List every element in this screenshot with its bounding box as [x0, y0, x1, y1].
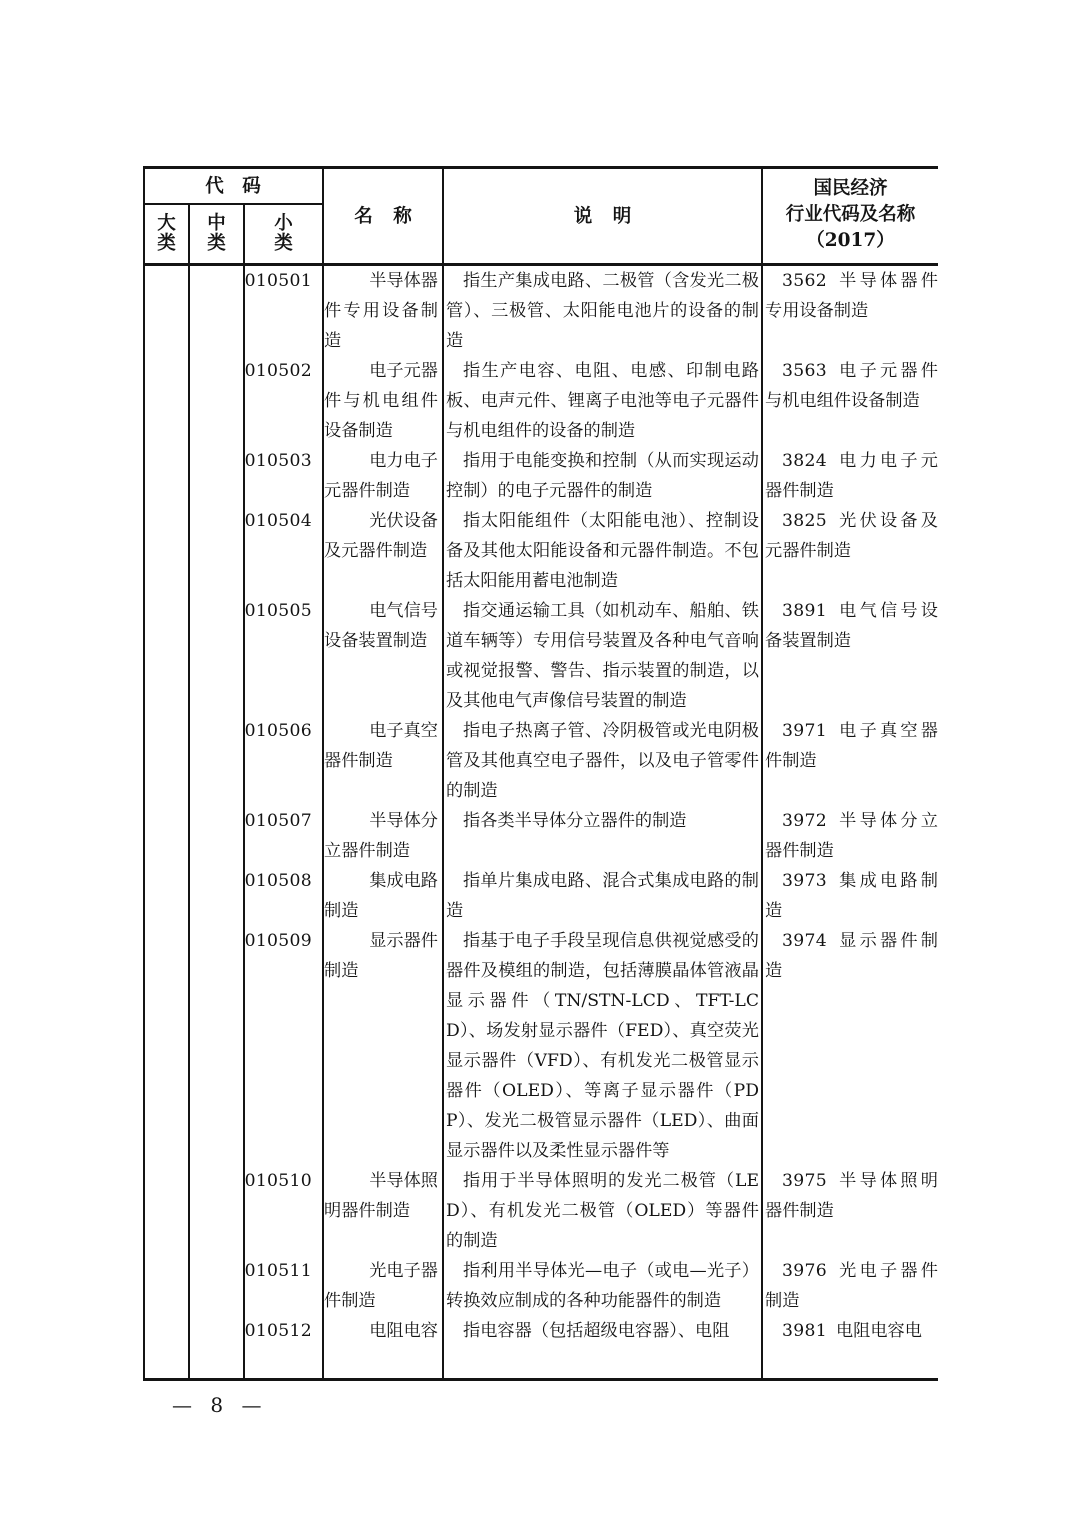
cell-name — [322, 866, 442, 926]
cell-industry — [761, 806, 938, 866]
cell-name — [322, 446, 442, 506]
table-header-medium — [190, 205, 243, 262]
table-row — [143, 446, 938, 506]
industry-code: 3975 — [782, 1171, 827, 1191]
cell-description: 指生产电容、电阻、电感、印制电路板、电声元件、锂离子电池等电子元器件与机电组件的设备的制造 — [446, 361, 759, 441]
cell-name-line: 立器件制造 — [324, 841, 410, 861]
cell-industry — [761, 1256, 938, 1316]
table-header-medium-line2: 类 — [207, 232, 226, 254]
industry-code: 3891 — [782, 601, 827, 621]
table-header-major-line1: 大 — [157, 212, 176, 234]
table-body — [143, 266, 938, 1346]
cell-name — [322, 596, 442, 656]
industry-name: 半导体照明器件制造 — [765, 1171, 938, 1221]
table-header-medium-line1: 中 — [207, 212, 226, 234]
table-row — [143, 866, 938, 926]
cell-name — [322, 806, 442, 866]
table-header-code-group: 代 码 — [205, 176, 267, 197]
table-row — [143, 596, 938, 716]
industry-name: 电阻电容电 — [835, 1321, 922, 1341]
cell-name-line: 造 — [324, 331, 342, 351]
industry-code: 3981 — [782, 1321, 827, 1341]
cell-name — [322, 716, 442, 776]
table-row — [143, 1256, 938, 1316]
cell-industry — [761, 446, 938, 506]
cell-name-line: 电力电子 — [369, 451, 438, 471]
cell-industry — [761, 1316, 938, 1346]
cell-name-line: 集成电路 — [369, 871, 438, 891]
cell-name-line: 件与机电组件 — [324, 391, 438, 411]
industry-code: 3972 — [782, 811, 827, 831]
cell-description: 指用于电能变换和控制（从而实现运动控制）的电子元器件的制造 — [446, 451, 759, 501]
table-row — [143, 506, 938, 596]
cell-name-line: 件制造 — [324, 1291, 376, 1311]
table-header-major — [145, 205, 188, 262]
industry-name: 显示器件制造 — [765, 931, 938, 981]
cell-minor-code: 010507 — [244, 811, 312, 831]
cell-name-line: 电阻电容 — [369, 1321, 438, 1341]
industry-name: 电子元器件与机电组件设备制造 — [765, 361, 938, 411]
cell-name-line: 及元器件制造 — [324, 541, 428, 561]
cell-name — [322, 1316, 442, 1346]
cell-name — [322, 1166, 442, 1226]
cell-name-line: 制造 — [324, 961, 359, 981]
table-header-minor-line1: 小 — [274, 212, 293, 234]
industry-name: 电子真空器件制造 — [765, 721, 938, 771]
cell-name-line: 显示器件 — [369, 931, 438, 951]
industry-code: 3563 — [782, 361, 827, 381]
table-row — [143, 926, 938, 1166]
cell-minor-code: 010505 — [244, 601, 312, 621]
cell-description: 指生产集成电路、二极管（含发光二极管）、三极管、太阳能电池片的设备的制造 — [446, 271, 759, 351]
cell-name — [322, 356, 442, 446]
cell-name-line: 设备制造 — [324, 421, 393, 441]
table-header-major-line2: 类 — [157, 232, 176, 254]
cell-name-line: 光电子器 — [369, 1261, 438, 1281]
cell-industry — [761, 926, 938, 986]
table-header-industry-line2: 行业代码及名称 — [785, 203, 916, 225]
cell-name — [322, 1256, 442, 1316]
cell-industry — [761, 1166, 938, 1226]
table-bottom-rule — [143, 1378, 938, 1381]
cell-name-line: 电子真空 — [369, 721, 438, 741]
cell-industry — [761, 866, 938, 926]
cell-description: 指交通运输工具（如机动车、船舶、铁道车辆等）专用信号装置及各种电气音响或视觉报警、警告、指示装置的制造，以及其他电气声像信号装置的制造 — [446, 601, 759, 711]
industry-code: 3973 — [782, 871, 827, 891]
industry-code: 3974 — [782, 931, 827, 951]
industry-name: 半导体器件专用设备制造 — [765, 271, 938, 321]
industry-code: 3824 — [782, 451, 827, 471]
cell-minor-code: 010512 — [244, 1321, 312, 1341]
page-number: — 8 — — [172, 1393, 268, 1417]
cell-name-line: 光伏设备 — [369, 511, 438, 531]
cell-name — [322, 266, 442, 356]
table-header-industry — [763, 168, 938, 262]
cell-minor-code: 010502 — [244, 361, 312, 381]
cell-minor-code: 010506 — [244, 721, 312, 741]
cell-minor-code: 010510 — [244, 1171, 312, 1191]
table-row — [143, 1166, 938, 1256]
cell-name-line: 件专用设备制 — [324, 301, 438, 321]
cell-industry — [761, 506, 938, 566]
industry-name: 电力电子元器件制造 — [765, 451, 938, 501]
table-header-industry-line3: （2017） — [806, 230, 895, 252]
cell-minor-code: 010508 — [244, 871, 312, 891]
cell-description: 指电子热离子管、冷阴极管或光电阴极管及其他真空电子器件，以及电子管零件的制造 — [446, 721, 759, 801]
industry-code: 3562 — [782, 271, 827, 291]
cell-name — [322, 506, 442, 566]
industry-name: 半导体分立器件制造 — [765, 811, 938, 861]
industry-name: 集成电路制造 — [765, 871, 938, 921]
table-header-minor — [245, 205, 322, 262]
table-row — [143, 1316, 938, 1346]
cell-description: 指用于半导体照明的发光二极管（LED）、有机发光二极管（OLED）等器件的制造 — [446, 1171, 759, 1251]
cell-description: 指基于电子手段呈现信息供视觉感受的器件及模组的制造，包括薄膜晶体管液晶显示器件（TN/STN-LCD、TFT-LCD）、场发射显示器件（FED）、真空荧光显示器件（VFD）、有机发光二极管显示器件（OLED）、等离子显示器件（PDP）、发光二极管显示器件（LED）、曲面显示器件以及柔性显示器件等 — [446, 931, 759, 1161]
cell-minor-code: 010504 — [244, 511, 312, 531]
cell-name — [322, 926, 442, 986]
cell-name-line: 元器件制造 — [324, 481, 410, 501]
table-row — [143, 266, 938, 356]
industry-code: 3971 — [782, 721, 827, 741]
cell-description: 指电容器（包括超级电容器）、电阻 — [463, 1321, 730, 1341]
cell-name-line: 半导体分 — [369, 811, 438, 831]
industry-name: 电气信号设备装置制造 — [765, 601, 938, 651]
industry-name: 光电子器件制造 — [765, 1261, 938, 1311]
table-row — [143, 806, 938, 866]
cell-description: 指各类半导体分立器件的制造 — [463, 811, 687, 831]
cell-minor-code: 010511 — [244, 1261, 312, 1281]
cell-name-line: 制造 — [324, 901, 359, 921]
cell-name-line: 明器件制造 — [324, 1201, 410, 1221]
table-row — [143, 716, 938, 806]
table-header-industry-line1: 国民经济 — [813, 177, 888, 199]
table-header-name: 名 称 — [354, 206, 419, 227]
cell-description: 指单片集成电路、混合式集成电路的制造 — [446, 871, 759, 921]
table-header-description: 说 明 — [573, 206, 639, 227]
cell-name-line: 设备装置制造 — [324, 631, 428, 651]
cell-minor-code: 010503 — [244, 451, 312, 471]
cell-industry — [761, 716, 938, 776]
cell-minor-code: 010501 — [244, 271, 312, 291]
cell-industry — [761, 266, 938, 326]
cell-industry — [761, 356, 938, 416]
cell-minor-code: 010509 — [244, 931, 312, 951]
cell-name-line: 半导体器 — [369, 271, 438, 291]
cell-name-line: 电气信号 — [369, 601, 438, 621]
table-row — [143, 356, 938, 446]
cell-description: 指太阳能组件（太阳能电池）、控制设备及其他太阳能设备和元器件制造。不包括太阳能用蓄电池制造 — [446, 511, 759, 591]
cell-name-line: 器件制造 — [324, 751, 393, 771]
table-header-minor-line2: 类 — [274, 232, 293, 254]
cell-name-line: 电子元器 — [369, 361, 438, 381]
cell-industry — [761, 596, 938, 656]
industry-code: 3825 — [782, 511, 827, 531]
industry-name: 光伏设备及元器件制造 — [765, 511, 938, 561]
industry-code: 3976 — [782, 1261, 827, 1281]
cell-name-line: 半导体照 — [369, 1171, 438, 1191]
cell-description: 指利用半导体光—电子（或电—光子）转换效应制成的各种功能器件的制造 — [446, 1261, 759, 1311]
